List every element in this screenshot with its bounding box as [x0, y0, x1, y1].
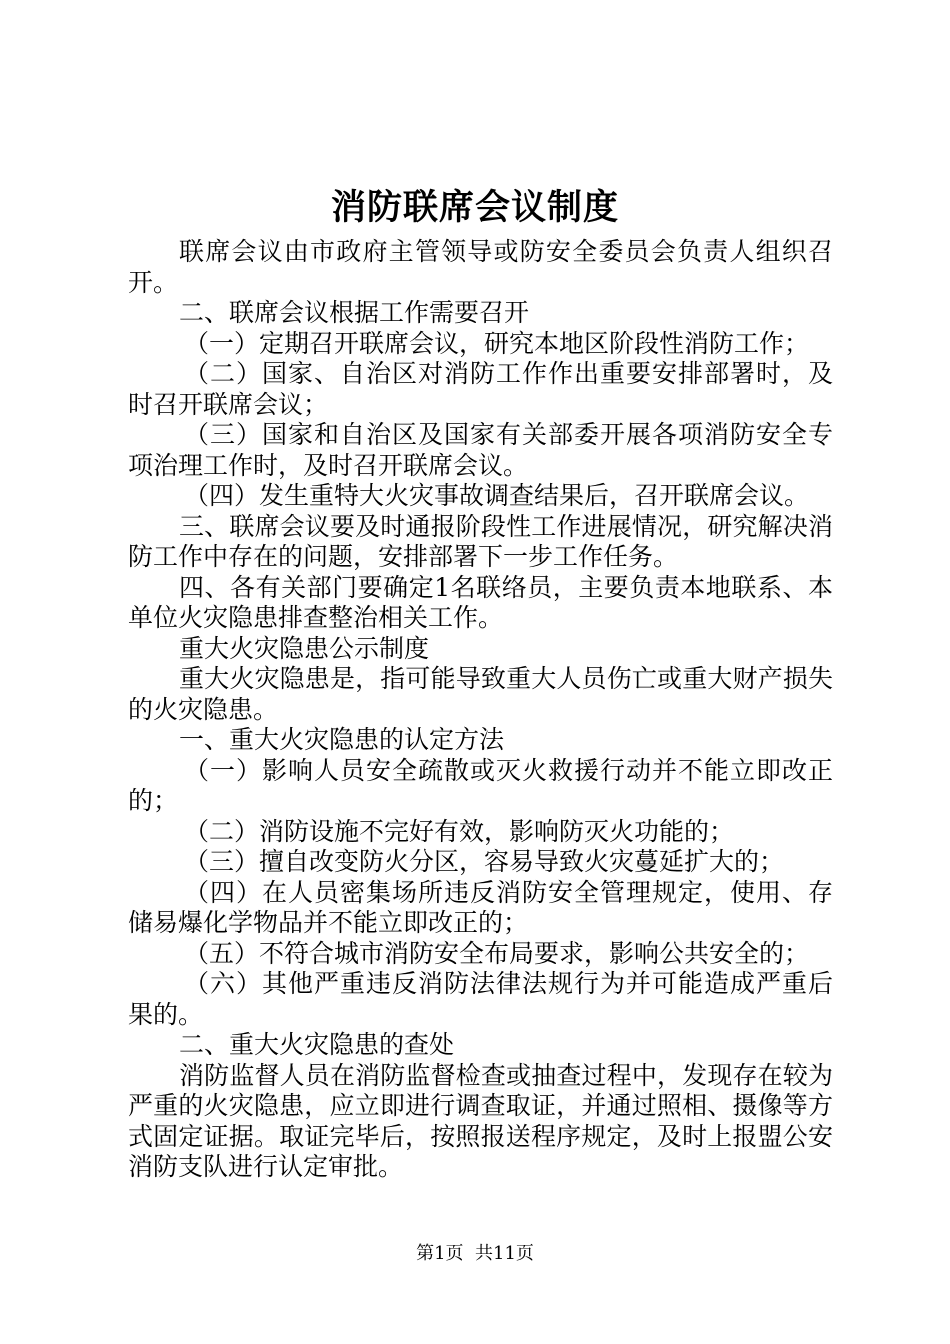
- paragraph: 三、联席会议要及时通报阶段性工作进展情况，研究解决消防工作中存在的问题，安排部署下一步工作任务。: [128, 511, 833, 571]
- list-item: （五）不符合城市消防安全布局要求，影响公共安全的；: [184, 938, 810, 968]
- page-number: 第1页 共11页: [416, 1243, 534, 1264]
- section-heading: 二、重大火灾隐患的查处: [179, 1030, 455, 1059]
- paragraph: 消防监督人员在消防监督检查或抽查过程中，发现存在较为严重的火灾隐患，应立即进行调查取证，并通过照相、摄像等方式固定证据。取证完毕后，按照报送程序规定，及时上报盟公安消防支队进行认定审批。: [128, 1060, 833, 1181]
- section-heading: 重大火灾隐患公示制度: [179, 633, 430, 663]
- list-item: （二）消防设施不完好有效，影响防灭火功能的；: [184, 816, 735, 846]
- paragraph: 重大火灾隐患是，指可能导致重大人员伤亡或重大财产损失的火灾隐患。: [128, 664, 833, 724]
- list-item: （四）在人员密集场所违反消防安全管理规定，使用、存储易爆化学物品并不能立即改正的；: [128, 877, 833, 937]
- list-item: （三）国家和自治区及国家有关部委开展各项消防安全专项治理工作时，及时召开联席会议。: [128, 420, 833, 480]
- section-heading: 二、联席会议根据工作需要召开: [179, 298, 530, 327]
- list-item: （三）擅自改变防火分区，容易导致火灾蔓延扩大的；: [184, 847, 785, 876]
- document-body: [128, 237, 833, 1183]
- paragraph: 四、各有关部门要确定1名联络员，主要负责本地联系、本单位火灾隐患排查整治相关工作。: [128, 572, 833, 632]
- document-title: 消防联席会议制度: [330, 187, 619, 228]
- list-item: （一）影响人员安全疏散或灭火救援行动并不能立即改正的；: [128, 755, 833, 815]
- list-item: （二）国家、自治区对消防工作作出重要安排部署时，及时召开联席会议；: [128, 359, 833, 419]
- section-heading: 一、重大火灾隐患的认定方法: [179, 725, 505, 754]
- list-item: （六）其他严重违反消防法律法规行为并可能造成严重后果的。: [128, 969, 833, 1029]
- list-item: （一）定期召开联席会议，研究本地区阶段性消防工作；: [184, 328, 810, 358]
- list-item: （四）发生重特大火灾事故调查结果后，召开联席会议。: [184, 481, 810, 510]
- paragraph: 联席会议由市政府主管领导或防安全委员会负责人组织召开。: [128, 237, 833, 297]
